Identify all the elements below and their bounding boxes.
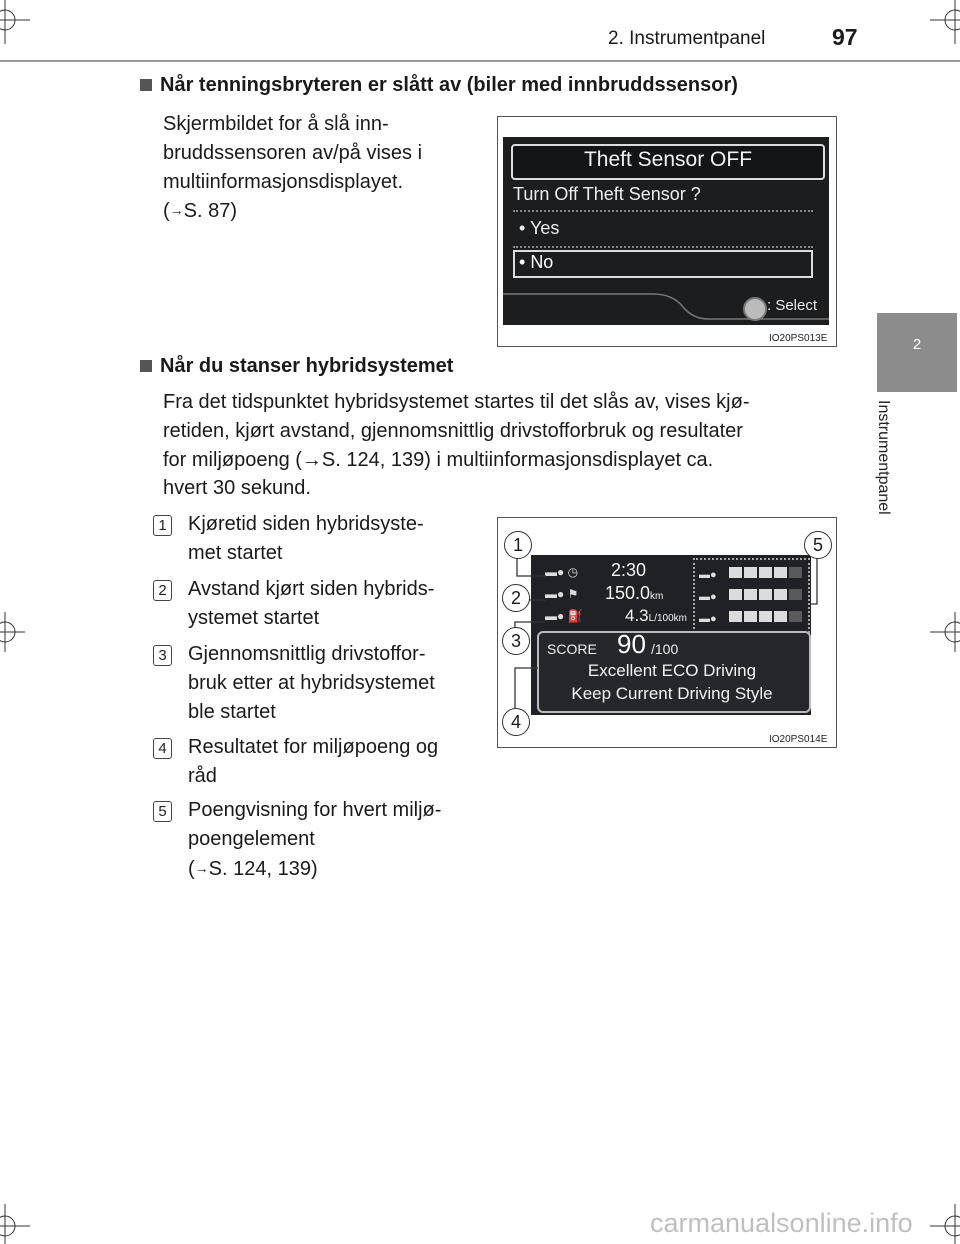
list-line: råd [188, 765, 217, 787]
list-line: Kjøretid siden hybridsyste- [188, 513, 424, 535]
section2-line: hvert 30 sekund. [163, 477, 311, 500]
dotted-divider [513, 210, 813, 216]
option-yes[interactable]: • Yes [519, 218, 560, 238]
header-section-title: 2. Instrumentpanel [608, 28, 766, 49]
list-line: ystemet startet [188, 607, 320, 629]
list-number: 5 [153, 801, 172, 822]
list-line: met startet [188, 542, 283, 564]
option-no-highlight [513, 250, 813, 278]
car-fuel-icon: ▬● ⛽ [545, 609, 583, 623]
callout-1: 1 [504, 531, 532, 559]
fuel-unit: L/100km [648, 613, 687, 624]
header-rule [0, 60, 960, 62]
option-yes-label: Yes [529, 218, 560, 238]
screen-title: Theft Sensor OFF [583, 148, 753, 171]
list-line: ble startet [188, 701, 276, 723]
section2-heading [140, 355, 453, 378]
section1-heading [140, 74, 738, 97]
score-max: /100 [651, 641, 679, 657]
list-line: Poengvisning for hvert miljø- [188, 799, 442, 821]
drive-time: 2:30 [611, 560, 647, 580]
crop-mark-top-left [0, 0, 40, 50]
section1-body [163, 110, 477, 226]
list-line: poengelement [188, 828, 315, 850]
list-number: 2 [153, 580, 172, 601]
section1-ref-text: S. 87 [183, 200, 231, 223]
distance-value: 150.0 [605, 583, 651, 603]
car-check-icon: ▬● [699, 613, 717, 625]
car-clock-icon: ▬● ◷ [545, 565, 579, 579]
crop-mark-mid-right [925, 612, 960, 652]
list-item [188, 796, 478, 884]
callout-3: 3 [502, 627, 530, 655]
fuel-value: 4.3 [625, 606, 649, 625]
figure-caption: IO20PS014E [769, 734, 828, 745]
list-line: Avstand kjørt siden hybrids- [188, 578, 435, 600]
list-line: Gjennomsnittlig drivstoffor- [188, 643, 426, 665]
option-no-label: No [530, 252, 554, 272]
crop-mark-bottom-right [925, 1200, 960, 1244]
section1-line: multiinformasjonsdisplayet. [163, 170, 404, 193]
callout-5: 5 [804, 531, 832, 559]
option-no[interactable]: • No [519, 252, 554, 272]
section2-heading-text: Når du stanser hybridsystemet [160, 355, 454, 377]
crop-mark-top-right [925, 0, 960, 50]
figure-caption: IO20PS013E [769, 333, 828, 344]
list-line: Resultatet for miljøpoeng og [188, 736, 439, 758]
screen-question: Turn Off Theft Sensor ? [513, 184, 701, 204]
theft-sensor-screen [503, 137, 829, 325]
section1-line: bruddssensoren av/på vises i [163, 141, 423, 164]
list-number: 1 [153, 515, 172, 536]
list-line: bruk etter at hybridsystemet [188, 672, 435, 694]
chapter-tab-label-wrap [874, 400, 914, 560]
score-label: SCORE [547, 641, 597, 657]
list-ref: (→S. 124, 139) [188, 858, 318, 880]
distance-unit: km [650, 591, 664, 602]
square-bullet-icon [140, 360, 152, 372]
select-knob-icon [743, 297, 767, 321]
section1-heading-text: Når tenningsbryteren er slått av (biler med innbruddssensor) [160, 74, 738, 96]
select-hint: : Select [767, 297, 818, 314]
section1-line: Skjermbildet for å slå inn- [163, 113, 389, 135]
score-value: 90 [617, 629, 646, 659]
chapter-tab-label: Instrumentpanel [875, 400, 892, 515]
figure-eco-results [497, 517, 837, 748]
list-ref-text: S. 124, 139) [208, 858, 318, 880]
figure-theft-sensor [497, 116, 837, 347]
arrow-icon: → [169, 202, 184, 219]
eco-message-2: Keep Current Driving Style [571, 684, 773, 703]
eco-message-1: Excellent ECO Driving [587, 661, 757, 680]
arrow-icon: → [194, 860, 209, 876]
list-item [188, 640, 478, 727]
callout-4: 4 [502, 708, 530, 736]
car-list-icon: ▬● [699, 591, 717, 603]
crop-mark-mid-left [0, 612, 30, 652]
list-item [188, 575, 478, 633]
list-item [188, 510, 478, 568]
list-number: 3 [153, 645, 172, 666]
car-flag-icon: ▬● ⚑ [545, 587, 579, 601]
callout-lines [498, 518, 836, 752]
section2-line: for miljøpoeng (→S. 124, 139) i multiinformasjonsdisplayet ca. [163, 448, 714, 471]
square-bullet-icon [140, 79, 152, 91]
car-wrench-icon: ▬● [699, 569, 717, 581]
watermark: carmanualsonline.info [650, 1208, 913, 1238]
section2-line: retiden, kjørt avstand, gjennomsnittlig drivstofforbruk og resultater [163, 419, 743, 442]
list-item [188, 733, 478, 791]
section1-ref: (→S. 87) [163, 200, 238, 223]
section2-body [163, 388, 829, 503]
page-number: 97 [832, 24, 858, 50]
chapter-tab-number: 2 [912, 336, 922, 353]
callout-2: 2 [502, 584, 530, 612]
crop-mark-bottom-left [0, 1200, 40, 1244]
section2-line: Fra det tidspunktet hybridsystemet startes til det slås av, vises kjø- [163, 391, 750, 413]
list-number: 4 [153, 738, 172, 759]
